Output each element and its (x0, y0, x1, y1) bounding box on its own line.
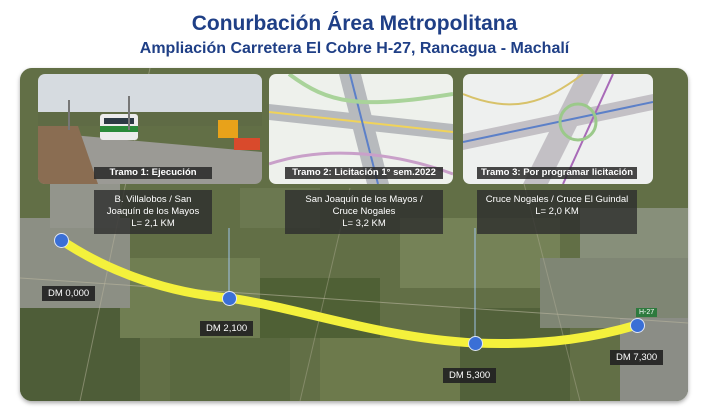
route-point-dm-7300[interactable] (630, 318, 645, 333)
tramo-2-description (285, 190, 443, 234)
tramo-1-route-line1: B. Villalobos / San (114, 194, 192, 205)
tramo-3-length: L= 2,0 KM (535, 206, 579, 217)
tramo-2-header: Tramo 2: Licitación 1° sem.2022 (285, 167, 443, 179)
page-title: Conurbación Área Metropolitana (191, 12, 518, 35)
marker-label-dm-5300: DM 5,300 (443, 368, 496, 383)
marker-label-dm-7300: DM 7,300 (610, 350, 663, 365)
route-point-dm-5300[interactable] (468, 336, 483, 351)
tramo-3-header: Tramo 3: Por programar licitación (477, 167, 637, 179)
marker-label-dm-0: DM 0,000 (42, 286, 95, 301)
tramo-1-route-line2: Joaquín de los Mayos (106, 206, 200, 217)
route-point-dm-0[interactable] (54, 233, 69, 248)
road-label: H-27 (636, 308, 657, 317)
marker-label-dm-2100: DM 2,100 (200, 321, 253, 336)
tramo-1-description (94, 190, 212, 234)
tramo-2-length: L= 3,2 KM (342, 218, 386, 229)
tramo-3-route-line1: Cruce Nogales / Cruce El Guindal (485, 194, 629, 205)
tramo-2-route-line2: Cruce Nogales (332, 206, 396, 217)
route-point-dm-2100[interactable] (222, 291, 237, 306)
tramo-3-description (477, 190, 637, 234)
tramo-1-length: L= 2,1 KM (131, 218, 175, 229)
tramo-2-route-line1: San Joaquín de los Mayos / (305, 194, 423, 205)
page-subtitle: Ampliación Carretera El Cobre H-27, Rancagua - Machalí (139, 40, 570, 57)
tramo-1-header: Tramo 1: Ejecución (94, 167, 212, 179)
